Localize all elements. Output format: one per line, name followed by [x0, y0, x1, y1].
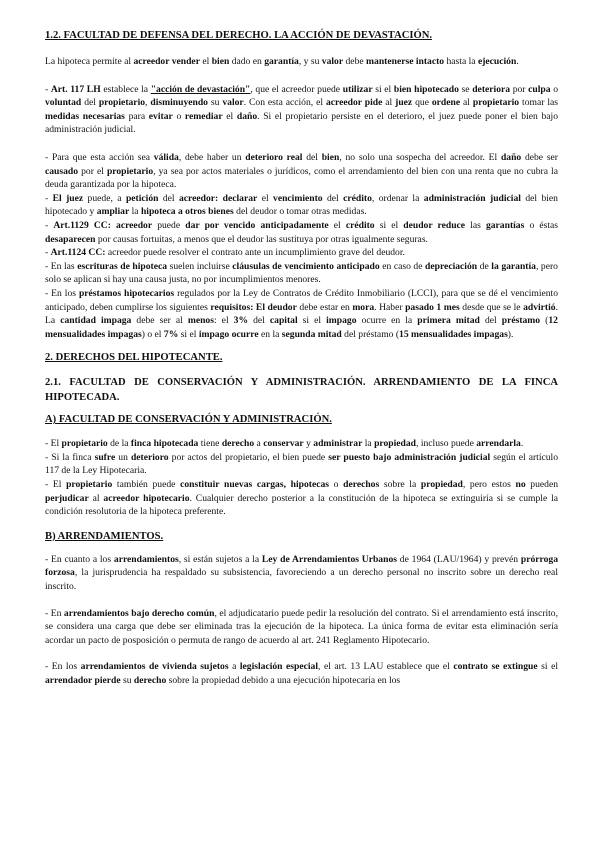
section-heading-2: 2. DERECHOS DEL HIPOTECANTE. — [45, 352, 223, 364]
text-run: establece la — [100, 83, 151, 95]
bold-text: deterioro real — [245, 151, 303, 163]
bold-text: impago — [326, 315, 357, 327]
text-run: al — [460, 97, 473, 109]
bold-text: deudor reduce — [403, 219, 466, 231]
bold-text: Art.1124 CC: — [50, 247, 106, 259]
text-run: . Cualquier derecho posterior a la constitución de la hipoteca se extinguiría si se cumple la condición resolutoria de la hipoteca preferente. — [45, 492, 559, 518]
bold-text: propiedad — [420, 479, 463, 491]
document-page — [45, 22, 558, 688]
text-run: , pero solo se aplican si hay una causa justa, no por incumplimientos menores. — [45, 260, 558, 286]
text-run: o — [172, 110, 185, 122]
bold-text: remediar — [184, 110, 223, 122]
text-run: . Haber — [374, 301, 406, 313]
text-run: del — [322, 192, 344, 204]
text-run: del — [158, 192, 179, 204]
bold-text: no — [515, 479, 526, 491]
bold-text: finca hipotecada — [130, 438, 199, 450]
bold-text: propietario — [106, 165, 154, 177]
text-run: ocurre en la — [356, 315, 418, 327]
bold-text: acreedor pide — [325, 97, 383, 109]
paragraph — [45, 437, 558, 451]
text-run: - — [45, 192, 53, 204]
bold-text: acreedor vender — [133, 56, 200, 67]
text-run: si el — [297, 315, 327, 327]
paragraph — [45, 287, 558, 341]
bold-text: la garantía — [491, 260, 536, 272]
text-run: el — [328, 219, 346, 231]
bold-text: disminuyendo — [150, 97, 208, 109]
bold-text: ordene — [431, 97, 461, 109]
text-run: tomar las — [519, 97, 558, 109]
bold-text: propietario — [61, 438, 108, 450]
text-run: por — [510, 83, 529, 95]
text-run: su — [120, 675, 134, 686]
text-run: puede — [152, 219, 186, 231]
bold-text: propiedad — [374, 438, 417, 450]
bold-text: Art.1129 CC: — [53, 219, 111, 231]
bold-text: Ley de Arrendamientos Urbanos — [261, 553, 397, 565]
text-run: . — [516, 56, 519, 67]
text-run: del — [302, 151, 322, 163]
text-run: debe — [343, 56, 367, 67]
paragraph — [45, 55, 558, 69]
paragraph — [45, 246, 558, 260]
paragraph — [45, 478, 558, 519]
bold-text: derecho — [221, 438, 255, 450]
bold-text: pasado 1 mes — [405, 301, 460, 313]
paragraph — [45, 607, 558, 648]
bold-text: requisitos: El deudor — [210, 301, 297, 313]
bold-text: acreedor hipotecario — [103, 492, 190, 504]
text-run: el — [199, 56, 212, 67]
bold-text: juez — [395, 97, 413, 109]
text-run: - El — [45, 438, 62, 450]
bold-text: 3% — [233, 315, 249, 327]
text-run: , el adjudicatario puede pedir la resolución del contrato. Si el arrendamiento está inscrito, se considera una carga que debe ser eliminada tras la ejecución de la hipoteca. La única forma de evitar esta eliminación sería acordar un pacto de posposición o permuta de rango de acuerdo al art. 241 Reglamento Hipotecario. — [45, 607, 558, 646]
bold-text: sufre — [94, 451, 116, 463]
bold-text: medidas necesarias — [45, 110, 125, 122]
text-run: al — [88, 492, 104, 504]
bold-text: legislación especial — [239, 661, 319, 673]
text-run: que — [412, 97, 432, 109]
bold-text: causado — [45, 165, 79, 177]
bold-text: crédito — [343, 192, 372, 204]
bold-text: evitar — [148, 110, 173, 122]
text-run: - En los — [45, 661, 81, 673]
text-run: desde que se le — [459, 301, 524, 313]
text-run: si el — [537, 661, 559, 673]
text-run: si el — [374, 219, 404, 231]
bold-text: daño — [236, 110, 258, 122]
bold-text: voluntad — [45, 97, 82, 109]
bold-text: acreedor — [110, 219, 153, 231]
bold-text: propietario — [66, 479, 113, 491]
bold-text: administración judicial — [423, 192, 521, 204]
text-run: del préstamo ( — [341, 328, 400, 340]
text-run: sobre la — [379, 479, 421, 491]
bold-text: propietario — [472, 97, 520, 109]
bold-text: perjudicar — [45, 492, 89, 504]
bold-text: impago ocurre — [198, 328, 259, 340]
text-run: o — [550, 83, 559, 95]
section-heading-1-2: 1.2. FACULTAD DE DEFENSA DEL DERECHO. LA ACCIÓN DE DEVASTACIÓN. — [45, 30, 433, 41]
text-run: del deudor o tomar otras medidas. — [233, 206, 367, 218]
text-run: debe estar en — [296, 301, 353, 313]
text-run: , y su — [298, 56, 322, 67]
text-run: las — [465, 219, 486, 231]
text-run: a — [228, 661, 240, 673]
bold-text: daño — [500, 151, 522, 163]
text-run: del bien hipotecado y — [45, 192, 558, 218]
subsection-heading-b: B) ARRENDAMIENTOS. — [45, 530, 164, 542]
text-run: debe ser — [521, 151, 558, 163]
bold-text: arrendador pierde — [45, 675, 121, 686]
text-run: , no solo una sospecha del acreedor. El — [339, 151, 501, 163]
text-run: el — [222, 110, 237, 122]
text-run: tiene — [198, 438, 222, 450]
text-run: - En las — [45, 260, 78, 272]
bold-text: deterioro — [130, 451, 169, 463]
paragraph — [45, 553, 558, 594]
bold-text: depreciación — [425, 260, 478, 272]
text-run: , debe haber un — [178, 151, 246, 163]
bold-text: crédito — [345, 219, 375, 231]
bold-text: cláusulas de vencimiento anticipado — [232, 260, 380, 272]
text-run: en la — [258, 328, 282, 340]
bold-text: deteriora — [472, 83, 511, 95]
text-run: - — [45, 83, 51, 95]
bold-text: derecho — [133, 675, 167, 686]
bold-text: válida — [153, 151, 179, 163]
bold-text: utilizar — [342, 83, 373, 95]
text-run: . La — [45, 301, 558, 327]
text-run: y — [303, 438, 314, 450]
text-run: también puede — [112, 479, 181, 491]
bold-text: acreedor: declarar — [179, 192, 258, 204]
text-run: . — [520, 438, 524, 450]
text-run: el — [257, 192, 274, 204]
bold-text: desaparecen — [45, 233, 96, 245]
bold-text: derechos — [343, 479, 380, 491]
bold-text: Art. 117 LH — [50, 83, 101, 95]
bold-text: "acción de devastación" — [150, 83, 251, 95]
text-run: si el — [178, 328, 199, 340]
text-run: puede, a — [83, 192, 126, 204]
bold-text: propietario — [98, 97, 146, 109]
bold-text: cantidad impaga — [60, 315, 132, 327]
text-run: de la — [107, 438, 131, 450]
bold-text: hipoteca a otros bienes — [140, 206, 234, 218]
bold-text: administrar — [313, 438, 363, 450]
bold-text: valor — [321, 56, 344, 67]
bold-text: préstamos hipotecarios — [78, 287, 175, 299]
text-run: , la jurisprudencia ha respaldado su subsistencia, favoreciendo a un derecho personal no inscrito sobre un derecho real inscrito. — [45, 567, 558, 593]
text-run: si el — [372, 83, 394, 95]
bold-text: 12 mensualidades impagas — [45, 315, 558, 340]
bold-text: garantías — [485, 219, 525, 231]
text-run: - En — [45, 607, 64, 619]
paragraph — [45, 260, 558, 287]
bold-text: garantía — [264, 56, 299, 67]
bold-text: ampliar — [96, 206, 130, 218]
bold-text: contrato se extingue — [453, 661, 538, 673]
bold-text: prórroga forzosa — [45, 553, 559, 579]
text-run: , incluso puede — [416, 438, 477, 450]
bold-text: constituir nuevas cargas, hipotecas — [180, 479, 330, 491]
text-run: dado en — [229, 56, 265, 67]
text-run: ( — [540, 315, 549, 327]
text-run: pueden — [525, 479, 558, 491]
bold-text: advirtió — [523, 301, 556, 313]
text-run: , el art. 13 LAU establece que el — [318, 661, 454, 673]
text-run: La hipoteca permite al — [45, 56, 134, 67]
bold-text: segunda mitad — [281, 328, 342, 340]
text-run: - Si la finca — [45, 451, 95, 463]
bold-text: mantenerse intacto — [366, 56, 445, 67]
text-run: , ya sea por actos materiales o jurídicos, como el arrendamiento del bien con una renta que no cubra la deuda garantizada por la hipoteca. — [45, 165, 558, 191]
text-run: - En los — [45, 287, 79, 299]
text-run: o — [329, 479, 344, 491]
text-run: suelen incluirse — [167, 260, 233, 272]
text-run: : el — [213, 315, 234, 327]
bold-text: escrituras de hipoteca — [77, 260, 168, 272]
text-run: la — [129, 206, 141, 218]
bold-text: dar por vencido anticipadamente — [185, 219, 329, 231]
text-run: , si están sujetos a la — [178, 553, 262, 565]
bold-text: arrendarla — [476, 438, 521, 450]
bold-text: préstamo — [501, 315, 541, 327]
text-run: de — [477, 260, 492, 272]
text-run: - En cuanto a los — [45, 553, 114, 565]
text-run: ) o el — [141, 328, 164, 340]
text-run: hasta la — [444, 56, 478, 67]
bold-text: arrendamientos de vivienda sujetos — [80, 661, 229, 673]
text-run: se — [458, 83, 473, 95]
text-run: sobre la propiedad debido a una ejecución hipotecaria en los — [166, 675, 401, 686]
bold-text: bien hipotecado — [393, 83, 459, 95]
text-run: ). — [507, 328, 514, 340]
paragraph — [45, 151, 558, 192]
bold-text: arrendamientos bajo derecho común — [63, 607, 215, 619]
paragraph — [45, 219, 558, 246]
text-run: del — [479, 315, 502, 327]
text-run: a — [254, 438, 264, 450]
bold-text: bien — [321, 151, 340, 163]
text-run: - Para que esta acción sea — [45, 151, 154, 163]
text-run: al — [382, 97, 396, 109]
text-run: acreedor puede resolver el contrato ante un incumplimiento grave del deudor. — [105, 247, 405, 259]
bold-text: menos — [187, 315, 214, 327]
bold-text: 7% — [163, 328, 179, 340]
bold-text: primera mitad — [417, 315, 480, 327]
bold-text: capital — [269, 315, 298, 327]
bold-text: bien — [211, 56, 230, 67]
text-run: o éstas — [524, 219, 558, 231]
text-run: por causas fortuitas, a menos que el deudor las sustituya por otras igualmente seguras. — [95, 233, 428, 245]
paragraph — [45, 451, 558, 478]
subsection-heading-a: A) FACULTAD DE CONSERVACIÓN Y ADMINISTRACIÓN. — [45, 414, 332, 426]
text-run: . Si el propietario persiste en el deterioro, el juez puede poner el bien bajo administración judicial. — [45, 110, 558, 136]
text-run: de 1964 (LAU/1964) y prevén — [396, 553, 521, 565]
bold-text: petición — [125, 192, 159, 204]
bold-text: valor — [222, 97, 244, 109]
text-run: . Con esta acción, el — [243, 97, 326, 109]
bold-text: arrendamientos — [113, 553, 179, 565]
text-run: por actos del propietario, el bien puede — [168, 451, 329, 463]
bold-text: ejecución — [477, 56, 517, 67]
text-run: según el artículo 117 de la Ley Hipotecaria. — [45, 451, 559, 477]
text-run: - El — [45, 479, 67, 491]
bold-text: El juez — [52, 192, 84, 204]
text-run: , ordenar la — [371, 192, 424, 204]
paragraph — [45, 660, 558, 687]
paragraph — [45, 192, 558, 219]
text-run: - — [45, 219, 54, 231]
bold-text: vencimiento — [273, 192, 323, 204]
text-run: del — [81, 97, 99, 109]
bold-text: 15 mensualidades impagas — [399, 328, 508, 340]
text-run: la — [362, 438, 375, 450]
section-heading-2-1: 2.1. FACULTAD DE CONSERVACIÓN Y ADMINISTRACIÓN. ARRENDAMIENTO DE LA FINCA HIPOTECADA. — [45, 377, 558, 404]
text-run: debe ser al — [131, 315, 188, 327]
bold-text: ser puesto bajo administración judicial — [328, 451, 491, 463]
text-run: , que el acreedor puede — [250, 83, 343, 95]
text-run: - — [45, 247, 51, 259]
text-run: por el — [78, 165, 107, 177]
bold-text: conservar — [263, 438, 304, 450]
text-run: , — [145, 97, 151, 109]
bold-text: mora — [352, 301, 375, 313]
text-run: , pero estos — [462, 479, 516, 491]
text-run: para — [124, 110, 149, 122]
text-run: regulados por la Ley de Contratos de Crédito Inmobiliario (LCCI), para que se dé el vencimiento anticipado, deben cumplirse los siguientes — [45, 287, 559, 313]
text-run: en caso de — [379, 260, 426, 272]
text-run: un — [115, 451, 131, 463]
bold-text: culpa — [528, 83, 551, 95]
paragraph — [45, 83, 558, 137]
text-run: su — [207, 97, 223, 109]
text-run: del — [248, 315, 270, 327]
